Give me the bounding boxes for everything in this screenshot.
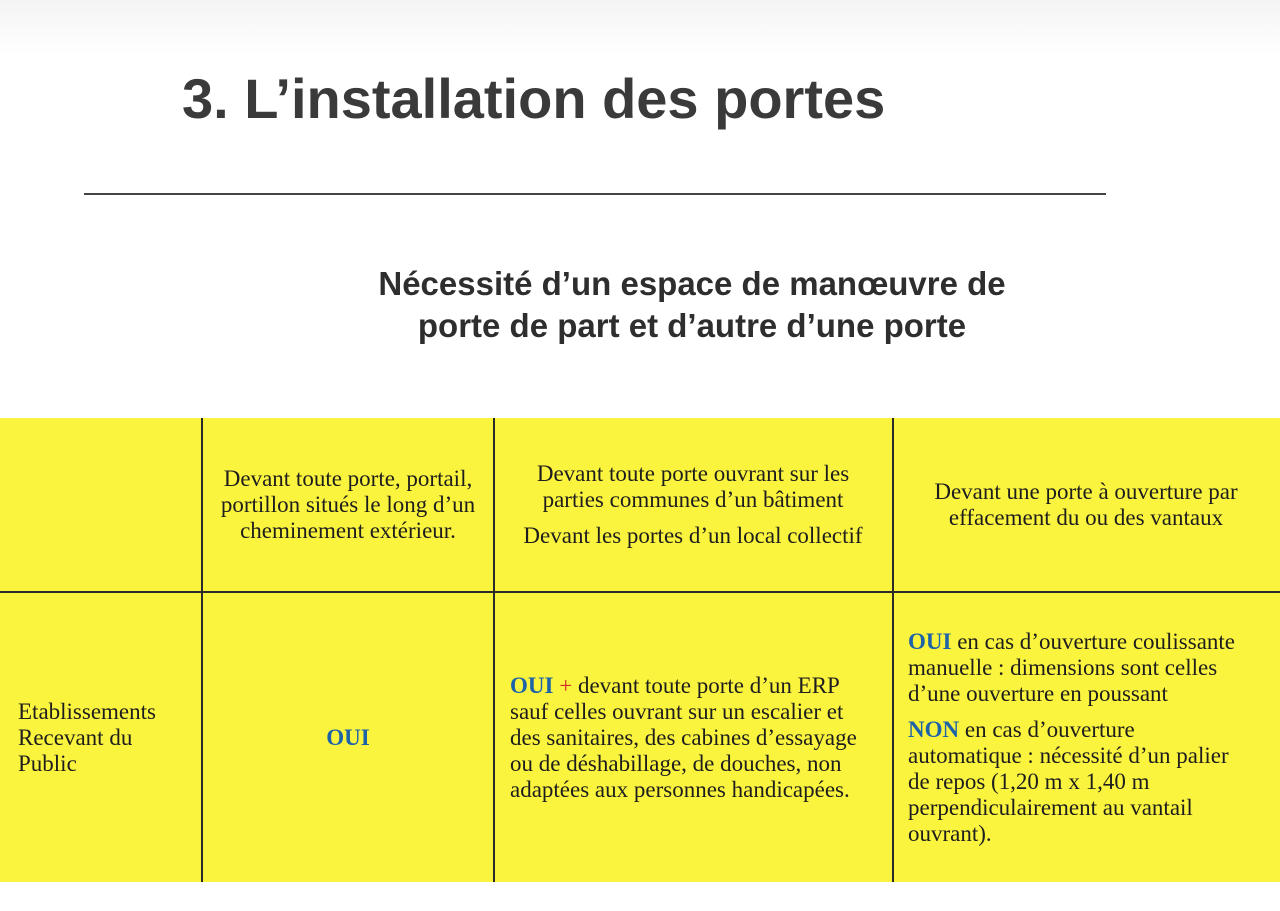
header-cell-common-parts xyxy=(508,418,878,591)
cell-exterior-answer xyxy=(203,593,493,882)
column-divider-2 xyxy=(493,418,495,882)
title-divider xyxy=(84,193,1106,195)
plus-sign: + xyxy=(559,672,573,698)
sliding-manual-detail: en cas d’ouverture coulissante manuelle : dimensions sont celles d’une ouverture en poussant xyxy=(908,628,1236,706)
header-cell-empty xyxy=(0,418,201,591)
common-parts-answer-text xyxy=(510,673,872,803)
cell-common-parts-answer xyxy=(510,593,872,882)
answer-non-sliding: NON xyxy=(908,716,960,742)
row-label-erp xyxy=(18,593,196,882)
header-sliding-door-text: Devant une porte à ouverture par effacement du ou des vantaux xyxy=(934,478,1238,530)
header-collective-room-text: Devant les portes d’un local collectif xyxy=(523,522,863,548)
section-subtitle xyxy=(300,263,1084,347)
answer-oui-sliding: OUI xyxy=(908,628,952,654)
subtitle-line-1: Nécessité d’un espace de manœuvre de xyxy=(378,265,1006,302)
sliding-automatic-answer xyxy=(908,717,1248,847)
header-cell-sliding-door xyxy=(910,418,1262,591)
requirements-table xyxy=(0,418,1280,882)
header-common-parts-text: Devant toute porte ouvrant sur les parties communes d’un bâtiment xyxy=(536,460,850,512)
answer-oui-exterior: OUI xyxy=(326,724,370,750)
cell-sliding-door-answer xyxy=(908,593,1248,882)
subtitle-line-2: porte de part et d’autre d’une porte xyxy=(417,307,967,344)
column-divider-3 xyxy=(892,418,894,882)
header-cell-exterior xyxy=(210,418,486,591)
sliding-automatic-detail: en cas d’ouverture automatique : nécessité d’un palier de repos (1,20 m x 1,40 m perpendiculairement au vantail ouvrant). xyxy=(908,716,1229,846)
row-label-text: Etablissements Recevant du Public xyxy=(18,698,156,776)
sliding-manual-answer xyxy=(908,629,1248,707)
header-exterior-text: Devant toute porte, portail, portillon situés le long d’un cheminement extérieur. xyxy=(220,465,476,543)
common-parts-detail: devant toute porte d’un ERP sauf celles ouvrant sur un escalier et des sanitaires, des cabines d’essayage ou de déshabillage, de douches, non adaptées aux personnes handicapées. xyxy=(510,672,857,802)
page-title: 3. L’installation des portes xyxy=(182,67,886,130)
answer-oui-common-parts: OUI xyxy=(510,672,554,698)
